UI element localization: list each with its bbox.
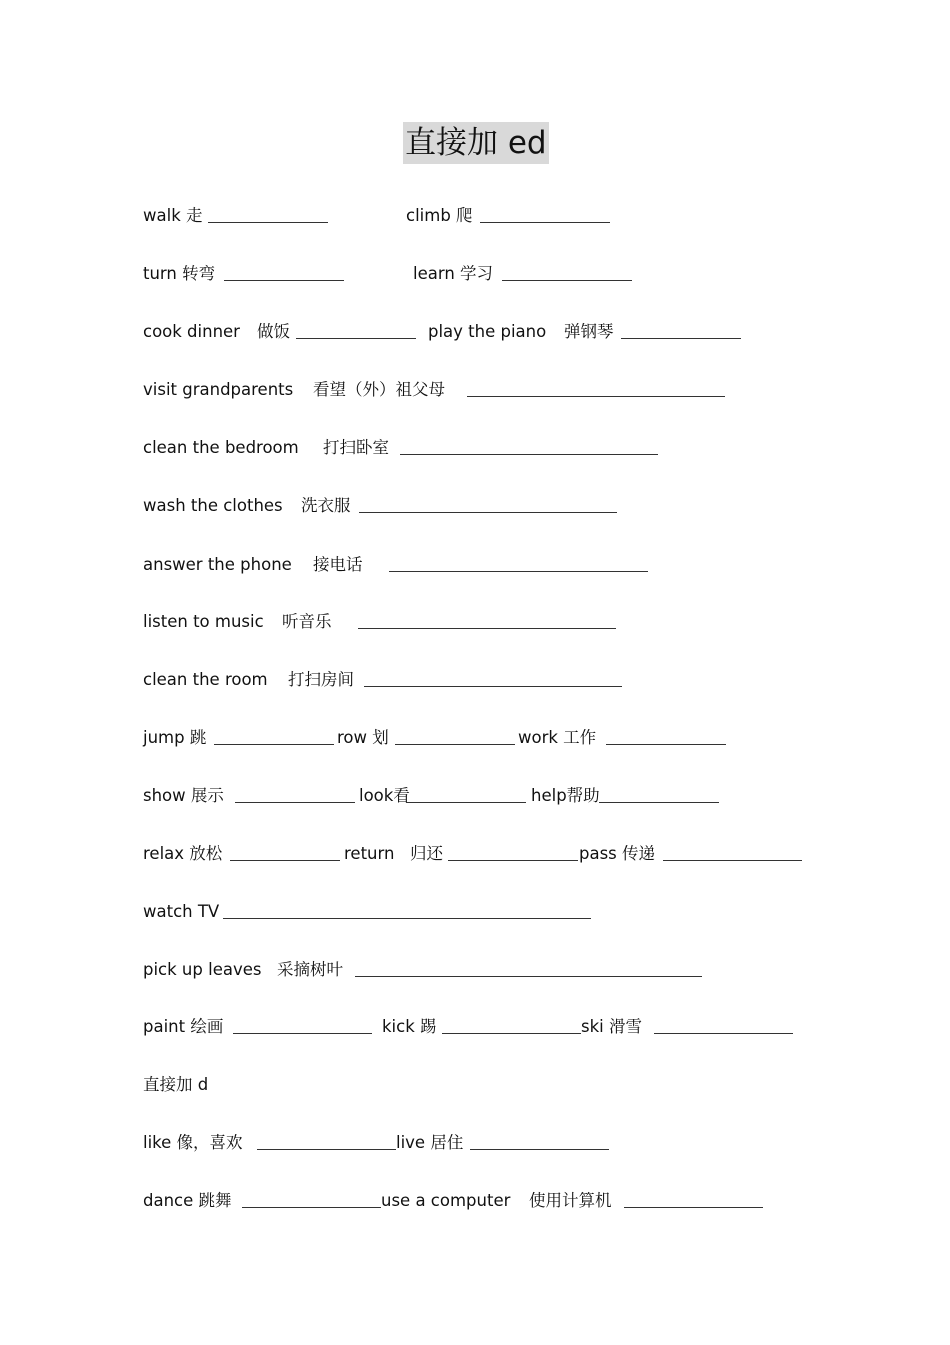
word-prompt: help帮助	[531, 786, 600, 805]
answer-blank[interactable]	[467, 396, 725, 397]
answer-blank[interactable]	[235, 802, 355, 803]
worksheet-title: 直接加 ed	[403, 122, 549, 164]
answer-blank[interactable]	[621, 338, 741, 339]
word-prompt: watch TV	[143, 902, 220, 921]
answer-blank[interactable]	[480, 222, 610, 223]
word-prompt: answer the phone	[143, 555, 292, 574]
answer-blank[interactable]	[355, 976, 702, 977]
word-meaning: 打扫房间	[288, 670, 354, 689]
answer-blank[interactable]	[502, 280, 632, 281]
word-prompt: pick up leaves	[143, 960, 262, 979]
word-prompt: look看	[359, 786, 410, 805]
word-meaning: 洗衣服	[301, 496, 351, 515]
word-meaning: 使用计算机	[529, 1191, 612, 1210]
answer-blank[interactable]	[214, 744, 334, 745]
word-prompt: learn 学习	[413, 264, 494, 283]
word-meaning: 打扫卧室	[323, 438, 389, 457]
word-prompt: relax 放松	[143, 844, 223, 863]
answer-blank[interactable]	[395, 744, 515, 745]
answer-blank[interactable]	[599, 802, 719, 803]
answer-blank[interactable]	[400, 454, 658, 455]
word-prompt: show 展示	[143, 786, 224, 805]
word-meaning: 弹钢琴	[564, 322, 614, 341]
word-prompt: turn 转弯	[143, 264, 216, 283]
answer-blank[interactable]	[359, 512, 617, 513]
answer-blank[interactable]	[406, 802, 526, 803]
word-prompt: use a computer	[381, 1191, 511, 1210]
word-prompt: clean the bedroom	[143, 438, 299, 457]
answer-blank[interactable]	[224, 280, 344, 281]
word-prompt: clean the room	[143, 670, 268, 689]
answer-blank[interactable]	[364, 686, 622, 687]
answer-blank[interactable]	[624, 1207, 763, 1208]
word-prompt: wash the clothes	[143, 496, 283, 515]
word-prompt: ski 滑雪	[581, 1017, 642, 1036]
word-prompt: play the piano	[428, 322, 547, 341]
answer-blank[interactable]	[389, 571, 648, 572]
answer-blank[interactable]	[358, 628, 616, 629]
word-prompt: paint 绘画	[143, 1017, 224, 1036]
word-prompt: visit grandparents	[143, 380, 294, 399]
word-meaning: 听音乐	[282, 612, 332, 631]
word-prompt: pass 传递	[579, 844, 656, 863]
word-meaning: 接电话	[313, 555, 363, 574]
answer-blank[interactable]	[223, 918, 591, 919]
word-prompt: work 工作	[518, 728, 597, 747]
word-meaning: 归还	[410, 844, 443, 863]
answer-blank[interactable]	[296, 338, 416, 339]
answer-blank[interactable]	[257, 1149, 396, 1150]
word-prompt: listen to music	[143, 612, 264, 631]
word-prompt: kick 踢	[382, 1017, 437, 1036]
answer-blank[interactable]	[470, 1149, 609, 1150]
word-meaning: 看望（外）祖父母	[313, 380, 445, 399]
word-prompt: jump 跳	[143, 728, 207, 747]
word-meaning: 采摘树叶	[277, 960, 343, 979]
answer-blank[interactable]	[230, 860, 340, 861]
word-prompt: like 像，喜欢	[143, 1133, 243, 1152]
word-meaning: 做饭	[257, 322, 290, 341]
answer-blank[interactable]	[448, 860, 578, 861]
answer-blank[interactable]	[606, 744, 726, 745]
word-prompt: row 划	[337, 728, 389, 747]
word-prompt: walk 走	[143, 206, 203, 225]
answer-blank[interactable]	[208, 222, 328, 223]
answer-blank[interactable]	[654, 1033, 793, 1034]
answer-blank[interactable]	[442, 1033, 581, 1034]
word-prompt: return	[344, 844, 395, 863]
word-prompt: cook dinner	[143, 322, 240, 341]
word-prompt: live 居住	[396, 1133, 464, 1152]
word-prompt: climb 爬	[406, 206, 473, 225]
answer-blank[interactable]	[242, 1207, 381, 1208]
section-heading-text: 直接加 d	[143, 1075, 209, 1094]
word-prompt: dance 跳舞	[143, 1191, 232, 1210]
answer-blank[interactable]	[663, 860, 802, 861]
answer-blank[interactable]	[233, 1033, 372, 1034]
